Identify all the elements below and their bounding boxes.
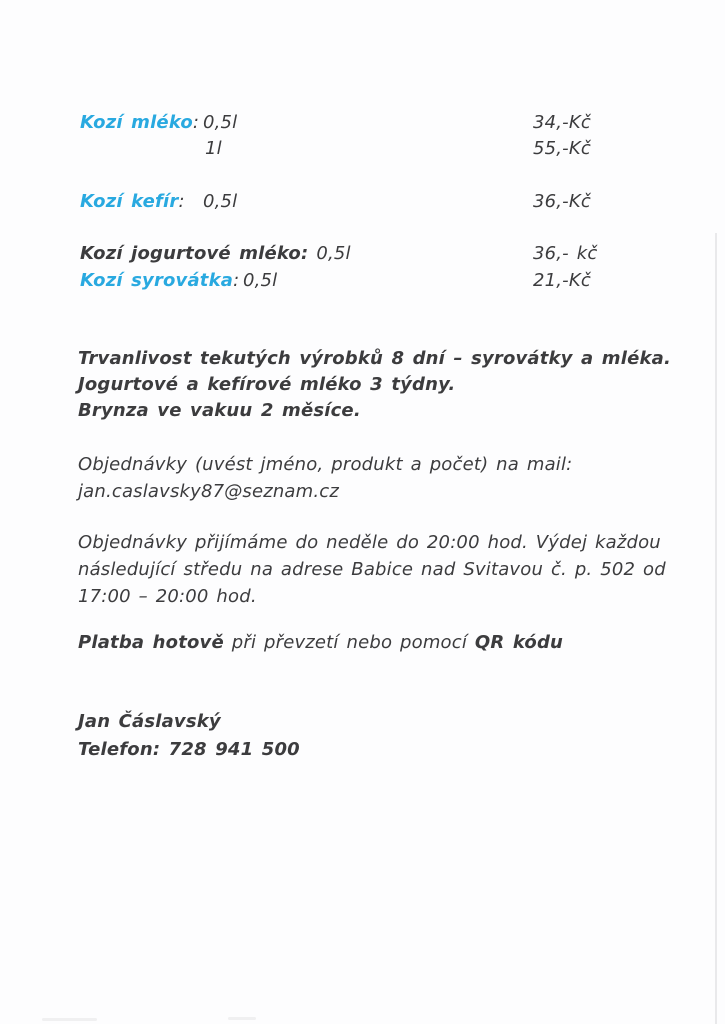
scan-artifact-smudge <box>228 1017 256 1020</box>
ordering-email: jan.caslavsky87@seznam.cz <box>78 481 339 502</box>
pickup-line: Objednávky přijímáme do neděle do 20:00 hod. Výdej každou <box>78 532 661 553</box>
shelf-life-line: Brynza ve vakuu 2 měsíce. <box>78 400 361 421</box>
scan-artifact-smudge <box>42 1018 97 1021</box>
scan-artifact-right-edge-line <box>715 233 717 1024</box>
price-value: 36,-Kč <box>533 191 591 212</box>
price-value: 55,-Kč <box>533 138 591 159</box>
colon: : <box>192 112 200 133</box>
shelf-life-line: Jogurtové a kefírové mléko 3 týdny. <box>78 374 456 395</box>
signature-block <box>78 708 300 764</box>
payment-method-bold: Platba hotově <box>78 632 224 653</box>
product-name-goat-kefir: Kozí kefír <box>80 191 179 212</box>
quantity: 0,5l <box>316 243 351 264</box>
ordering-paragraph <box>78 451 572 505</box>
payment-middle: při převzetí nebo pomocí <box>223 632 475 653</box>
price-row-goat-yogurt-milk <box>80 243 640 269</box>
price-value: 21,-Kč <box>533 270 591 291</box>
price-row-goat-whey <box>80 270 640 296</box>
pickup-paragraph <box>78 529 666 610</box>
pickup-line: 17:00 – 20:00 hod. <box>78 586 257 607</box>
payment-line <box>78 632 563 653</box>
price-list <box>80 112 640 302</box>
shelf-life-paragraph <box>78 346 671 424</box>
quantity: 0,5l <box>243 270 278 291</box>
product-name-goat-whey: Kozí syrovátka <box>80 270 234 291</box>
payment-qr-bold: QR kódu <box>474 632 564 653</box>
ordering-intro: Objednávky (uvést jméno, produkt a počet) na mail: <box>78 454 573 475</box>
pickup-line: následující středu na adrese Babice nad Svitavou č. p. 502 od <box>78 559 666 580</box>
price-value: 34,-Kč <box>533 112 591 133</box>
price-row-goat-kefir <box>80 191 640 217</box>
quantity: 1l <box>205 138 222 159</box>
price-row-goat-milk <box>80 112 640 138</box>
signature-name: Jan Čáslavský <box>78 711 221 732</box>
shelf-life-line: Trvanlivost tekutých výrobků 8 dní – syrovátky a mléka. <box>78 348 671 369</box>
quantity: 0,5l <box>203 191 238 212</box>
price-row-goat-milk-1l <box>80 138 640 164</box>
colon: : <box>178 191 185 212</box>
price-value: 36,- kč <box>533 243 598 264</box>
colon: : <box>233 270 240 291</box>
product-name-goat-yogurt-milk: Kozí jogurtové mléko: <box>80 243 309 264</box>
quantity: 0,5l <box>203 112 238 133</box>
signature-phone: Telefon: 728 941 500 <box>78 739 300 760</box>
product-name-goat-milk: Kozí mléko <box>80 112 193 133</box>
